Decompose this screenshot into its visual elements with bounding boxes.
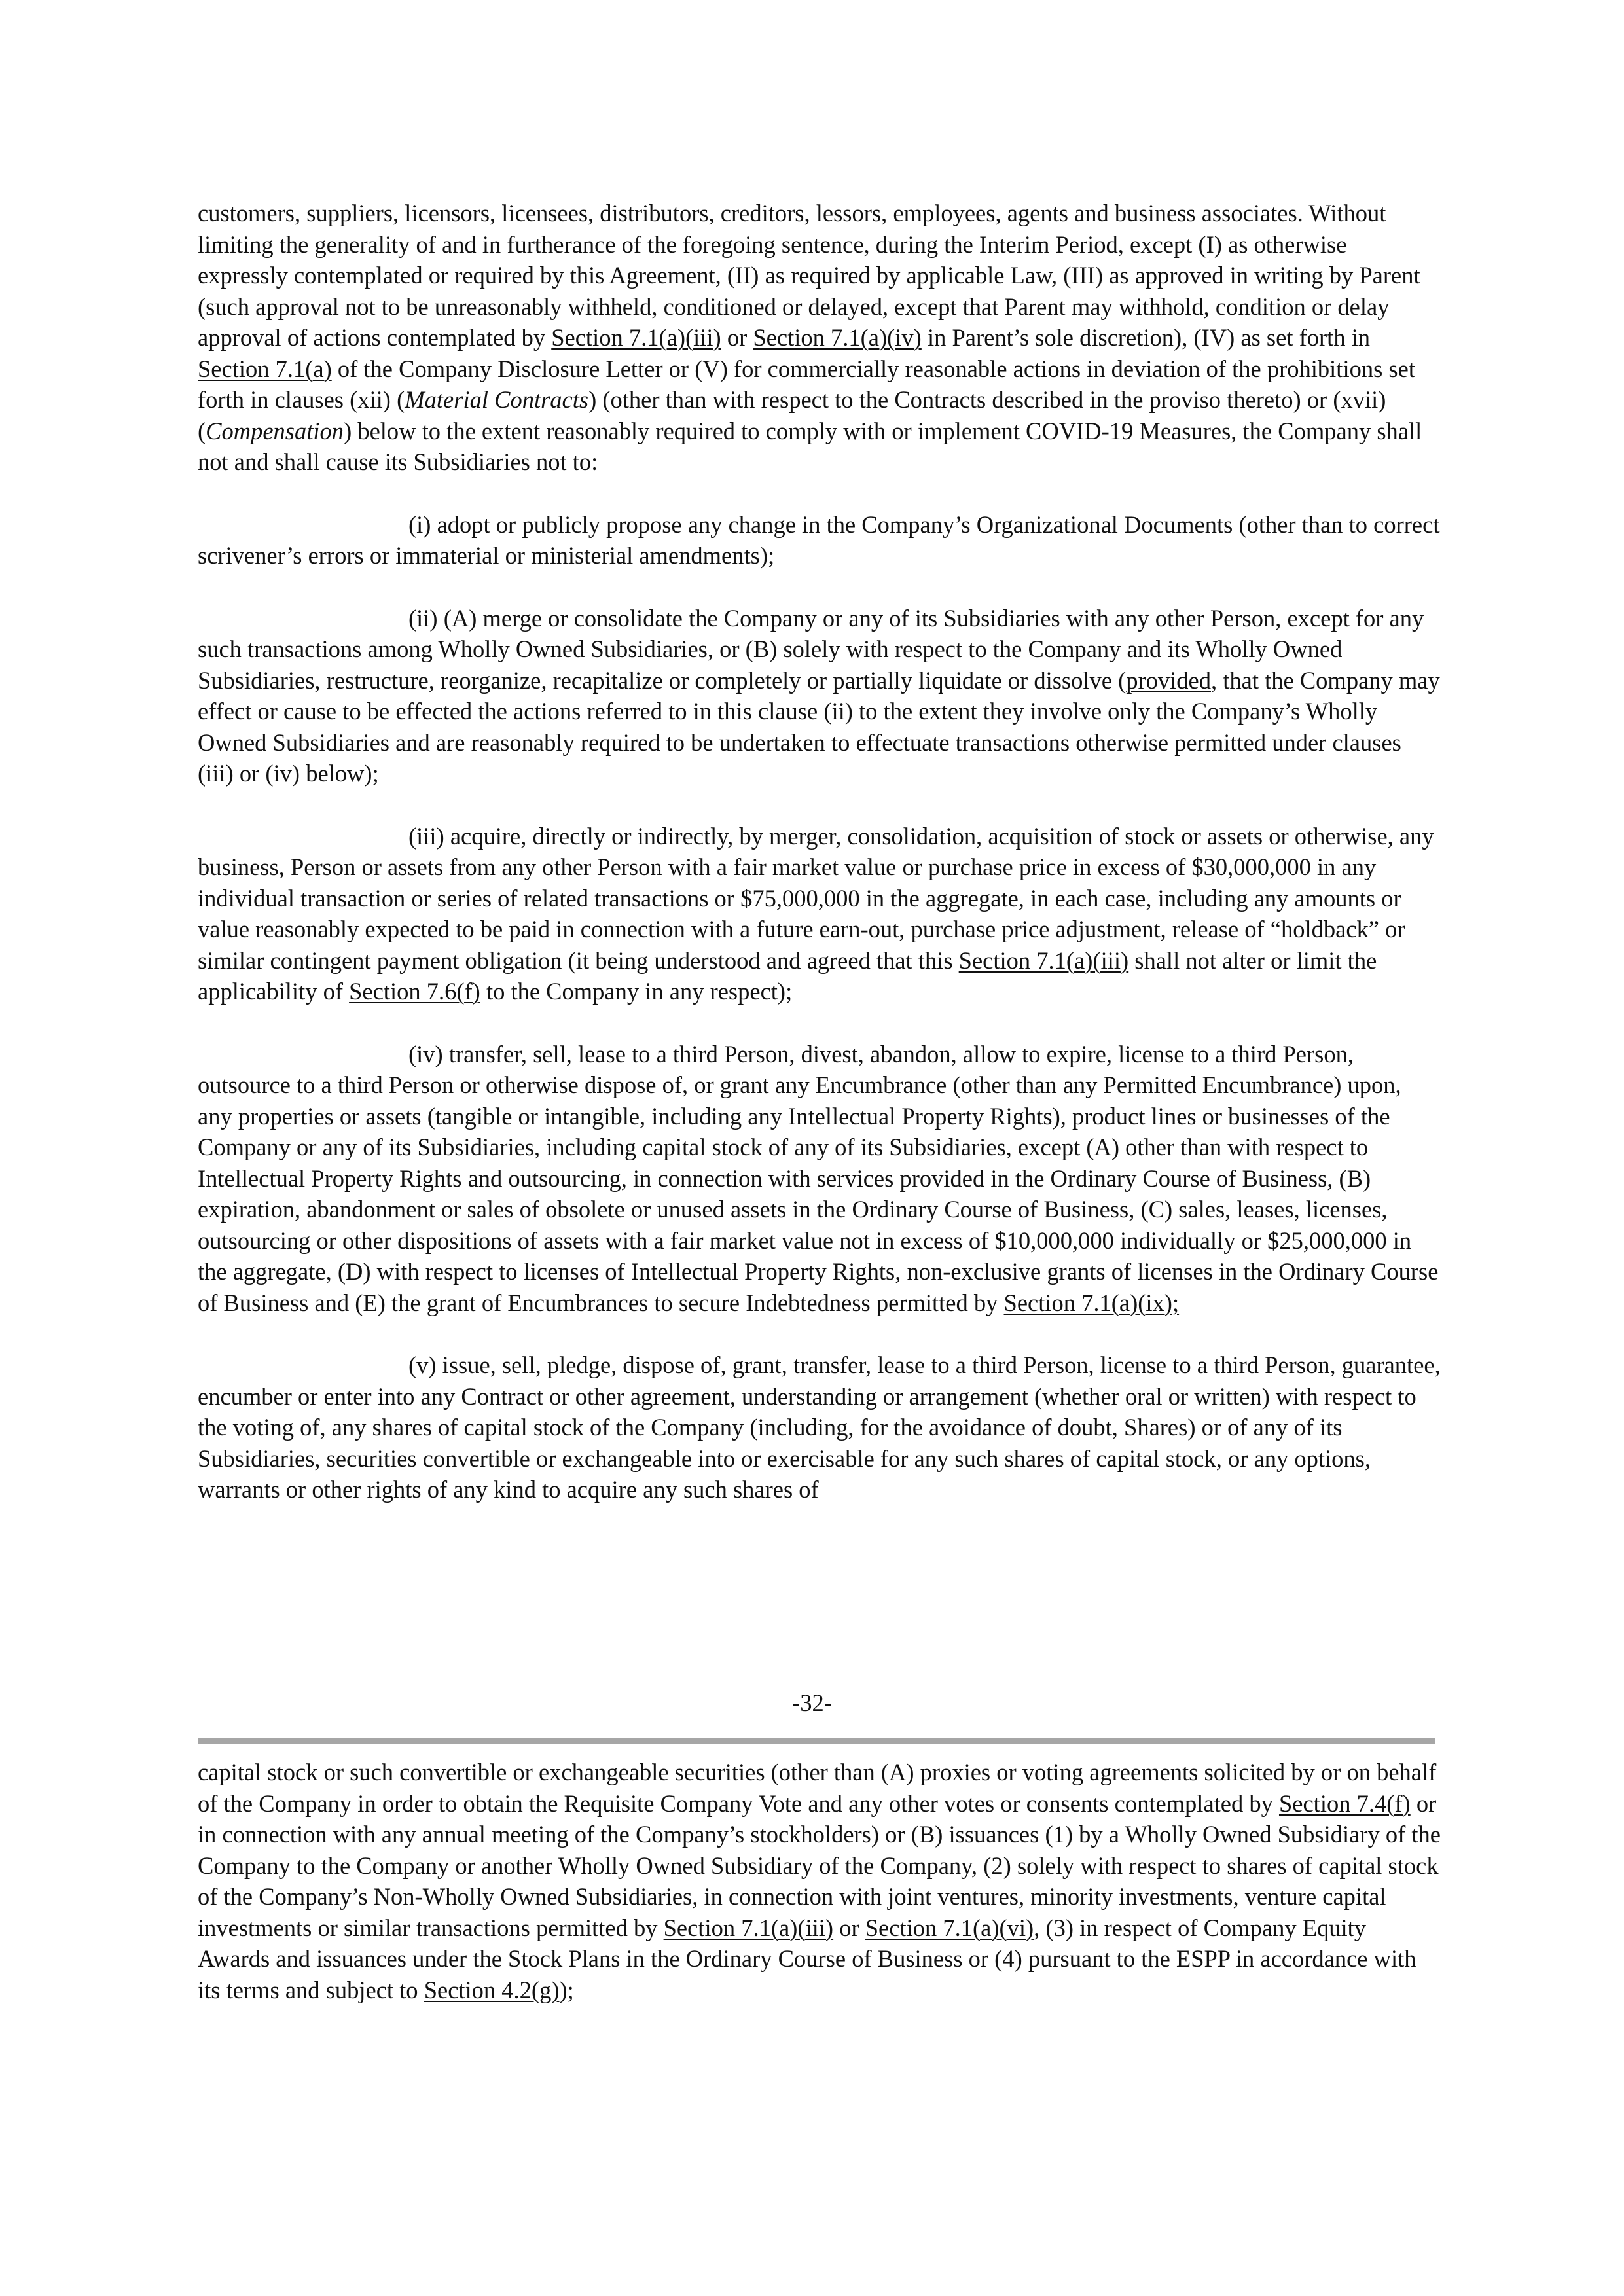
clause-ii-text-2: , that the Company may effect or cause to be effected the actions referred to in this clause (ii) to the extent they involve only the Company’s Wholly Owned Subsidiaries and are reasonably required to be undertaken to effectuate transactions otherwise permitted under clauses (iii) or (iv) below); xyxy=(198,666,1440,787)
intro-text-6: ) below to the extent reasonably required to comply with or implement COVID-19 Measures, the Company shall not and shall cause its Subsidiaries not to: xyxy=(198,417,1422,475)
compensation-term: Compensation xyxy=(206,417,344,444)
intro-text-1: customers, suppliers, licensors, licensees, distributors, creditors, lessors, employees, agents and business associates. Without limiting the generality of and in furtherance of the foregoing sentence, during the Interim Period, except (I) as otherwise expressly contemplated or required by this Agreement, (II) as required by applicable Law, (III) as approved in writing by Parent (such approval not to be unreasonably withheld, conditioned or delayed, except that Parent may withhold, condition or delay approval of actions contemplated by xyxy=(198,200,1420,351)
continuation-text-4: , (3) in respect of Company Equity Awards and issuances under the Stock Plans in the Ordinary Course of Business or (4) pursuant to the ESPP in accordance with its terms and subject to xyxy=(198,1914,1416,2003)
page-number: -32- xyxy=(792,1689,832,1716)
section-ref[interactable]: Section 7.6(f) xyxy=(349,978,480,1005)
section-ref[interactable]: Section 7.4(f) xyxy=(1278,1789,1411,1817)
continuation-text-1: capital stock or such convertible or exchangeable securities (other than (A) proxies or voting agreements solicited by or on behalf of the Company in order to obtain the Requisite Company Vote and any other votes or consents contemplated by xyxy=(198,1759,1437,1817)
clause-v-continuation xyxy=(198,1757,1441,2005)
section-ref[interactable]: Section 7.1(a)(ix); xyxy=(1003,1289,1180,1316)
clause-iv-text-1: (iv) transfer, sell, lease to a third Person, divest, abandon, allow to expire, license to a third Person, outsource to a third Person or otherwise dispose of, or grant any Encumbrance (other than any Permitted Encumbrance) upon, any properties or assets (tangible or intangible, including any Intellectual Property Rights), product lines or businesses of the Company or any of its Subsidiaries, including capital stock of any of its Subsidiaries, except (A) other than with respect to Intellectual Property Rights and outsourcing, in connection with services provided in the Ordinary Course of Business, (B) expiration, abandonment or sales of obsolete or unused assets in the Ordinary Course of Business, (C) sales, leases, licenses, outsourcing or other dispositions of assets with a fair market value not in excess of $10,000,000 individually or $25,000,000 in the aggregate, (D) with respect to licenses of Intellectual Property Rights, non-exclusive grants of licenses in the Ordinary Course of Business and (E) the grant of Encumbrances to secure Indebtedness permitted by xyxy=(198,1040,1439,1316)
clause-iii xyxy=(198,821,1441,1007)
intro-text-2: or xyxy=(721,324,753,351)
clause-i: (i) adopt or publicly propose any change in the Company’s Organizational Documents (other than to correct scrivener’s errors or immaterial or ministerial amendments); xyxy=(198,511,1440,569)
continuation-text-3: or xyxy=(833,1914,865,1941)
material-contracts-term: Material Contracts xyxy=(405,386,589,413)
clause-v: (v) issue, sell, pledge, dispose of, grant, transfer, lease to a third Person, license to a third Person, guarantee, encumber or enter into any Contract or other agreement, understanding or arrangement (whether oral or written) with respect to the voting of, any shares of capital stock of the Company (including, for the avoidance of doubt, Shares) or of any of its Subsidiaries, securities convertible or exchangeable into or exercisable for any such shares of capital stock, or any options, warrants or other rights of any kind to acquire any such shares of xyxy=(198,1352,1441,1503)
page-two-body xyxy=(198,1757,1441,2005)
section-ref[interactable]: Section 7.1(a)(iii) xyxy=(663,1914,834,1941)
section-ref[interactable]: Section 4.2(g) xyxy=(424,1976,560,2003)
intro-text-5: ) (other than with respect to the Contracts described in the proviso thereto) or (xvii) ( xyxy=(198,386,1386,444)
clause-iv xyxy=(198,1039,1441,1319)
section-ref[interactable]: Section 7.1(a)(iii) xyxy=(551,324,721,351)
clause-iii-text-2: shall not alter or limit the applicability of xyxy=(198,946,1377,1005)
section-ref[interactable]: Section 7.1(a)(iv) xyxy=(753,324,922,351)
intro-text-4: of the Company Disclosure Letter or (V) for commercially reasonable actions in deviation of the prohibitions set forth in clauses (xii) ( xyxy=(198,355,1415,413)
clause-iii-text-3: to the Company in any respect); xyxy=(480,978,793,1005)
provided-term: provided xyxy=(1126,666,1212,694)
clause-ii-text-1: (ii) (A) merge or consolidate the Company or any of its Subsidiaries with any other Person, except for any such transactions among Wholly Owned Subsidiaries, or (B) solely with respect to the Company and its Wholly Owned Subsidiaries, restructure, reorganize, recapitalize or completely or partially liquidate or dissolve ( xyxy=(198,604,1424,694)
intro-text-3: in Parent’s sole discretion), (IV) as set forth in xyxy=(921,324,1371,351)
clause-ii xyxy=(198,603,1441,789)
continuation-text-2: or in connection with any annual meeting of the Company’s stockholders) or (B) issuances (1) by a Wholly Owned Subsidiary of the Company to the Company or another Wholly Owned Subsidiary of the Company, (2) solely with respect to shares of capital stock of the Company’s Non-Wholly Owned Subsidiaries, in connection with joint ventures, minority investments, venture capital investments or similar transactions permitted by xyxy=(198,1789,1441,1941)
section-ref[interactable]: Section 7.1(a)(vi) xyxy=(865,1914,1034,1941)
clause-iii-text-1: (iii) acquire, directly or indirectly, by merger, consolidation, acquisition of stock or assets or otherwise, any business, Person or assets from any other Person with a fair market value or purchase price in excess of $30,000,000 in any individual transaction or series of related transactions or $75,000,000 in the aggregate, in each case, including any amounts or value reasonably expected to be paid in connection with a future earn-out, purchase price adjustment, release of “holdback” or similar contingent payment obligation (it being understood and agreed that this xyxy=(198,822,1434,974)
section-ref[interactable]: Section 7.1(a) xyxy=(198,355,332,382)
page-one-body xyxy=(198,198,1441,1505)
intro-paragraph xyxy=(198,198,1441,478)
section-ref[interactable]: Section 7.1(a)(iii) xyxy=(958,946,1129,974)
page-divider xyxy=(198,1738,1435,1744)
continuation-text-5: ); xyxy=(559,1976,574,2003)
